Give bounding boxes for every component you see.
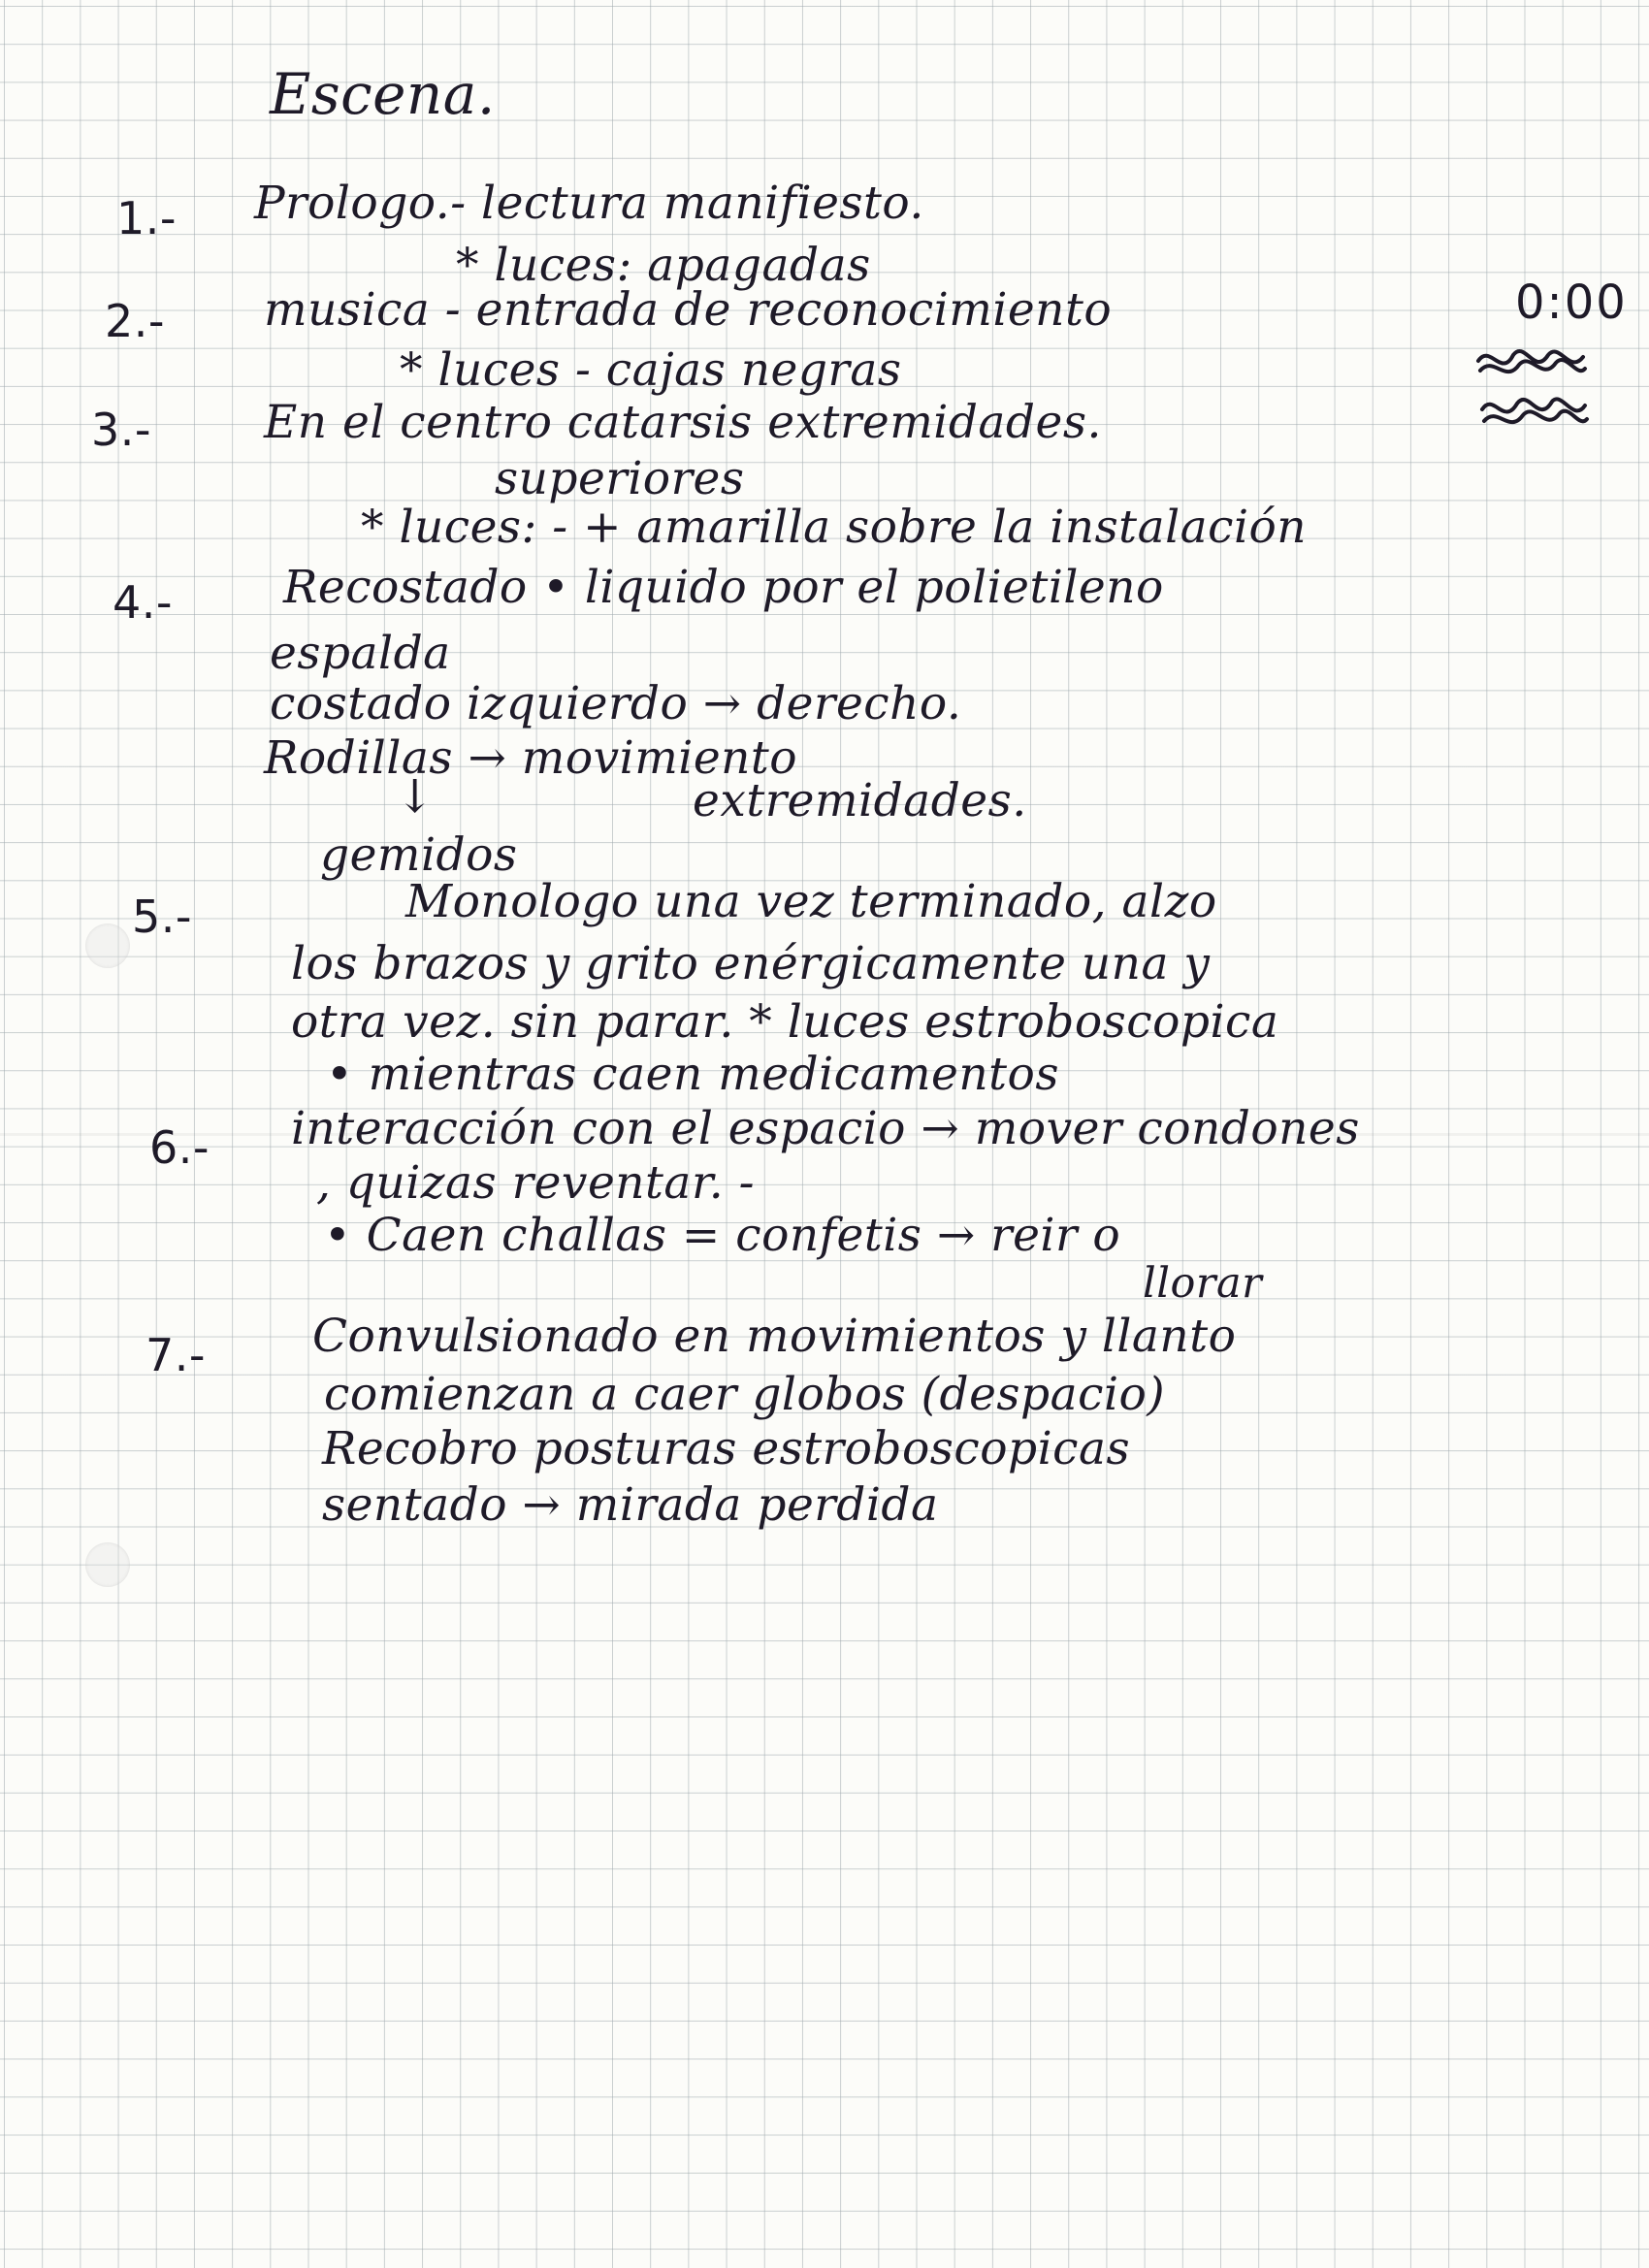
step-line: En el centro catarsis extremidades. — [264, 396, 1102, 449]
step-line: sentado → mirada perdida — [322, 1478, 939, 1532]
step-line: * luces - cajas negras — [400, 343, 902, 397]
step-number: 6.- — [149, 1121, 210, 1174]
step-line: extremidades. — [693, 774, 1027, 827]
step-line: musica - entrada de reconocimiento — [264, 283, 1113, 337]
step-line: Convulsionado en movimientos y llanto — [312, 1310, 1237, 1363]
step-line: Rodillas → movimiento — [264, 731, 798, 785]
step-line: * luces: apagadas — [456, 239, 871, 292]
step-line: los brazos y grito enérgicamente una y — [291, 937, 1211, 990]
step-line: superiores — [495, 452, 745, 505]
step-line: Prologo.- lectura manifiesto. — [254, 177, 924, 230]
arrow-down: ↓ — [396, 770, 435, 824]
step-line: llorar — [1143, 1259, 1263, 1308]
step-number: 3.- — [91, 404, 151, 456]
step-number: 1.- — [116, 192, 177, 244]
step-line: Monologo una vez terminado, alzo — [405, 875, 1217, 928]
step-number: 7.- — [146, 1329, 206, 1381]
step-line: , quizas reventar. - — [316, 1156, 756, 1210]
step-line: Recostado • liquido por el polietileno — [283, 561, 1164, 614]
step-line: • mientras caen medicamentos — [326, 1048, 1059, 1101]
step-line: comienzan a caer globos (despacio) — [324, 1368, 1166, 1421]
step-line: * luces: - + amarilla sobre la instalación — [361, 501, 1308, 554]
step-line: gemidos — [320, 828, 518, 882]
page-title: Escena. — [270, 61, 496, 127]
step-line: espalda — [270, 627, 451, 680]
step-line: Recobro posturas estroboscopicas — [322, 1422, 1131, 1475]
crossed-out-scribble — [1472, 341, 1589, 438]
step-number: 5.- — [132, 891, 192, 943]
timestamp: 0:00 — [1515, 275, 1628, 330]
step-number: 2.- — [105, 295, 165, 347]
step-line: costado izquierdo → derecho. — [270, 677, 962, 730]
punch-hole — [85, 1542, 130, 1587]
step-line: interacción con el espacio → mover condones — [291, 1102, 1360, 1155]
step-number: 4.- — [113, 576, 173, 629]
step-line: • Caen challas = confetis → reir o — [324, 1209, 1121, 1262]
step-line: otra vez. sin parar. * luces estroboscopica — [291, 995, 1279, 1049]
punch-hole — [85, 923, 130, 968]
